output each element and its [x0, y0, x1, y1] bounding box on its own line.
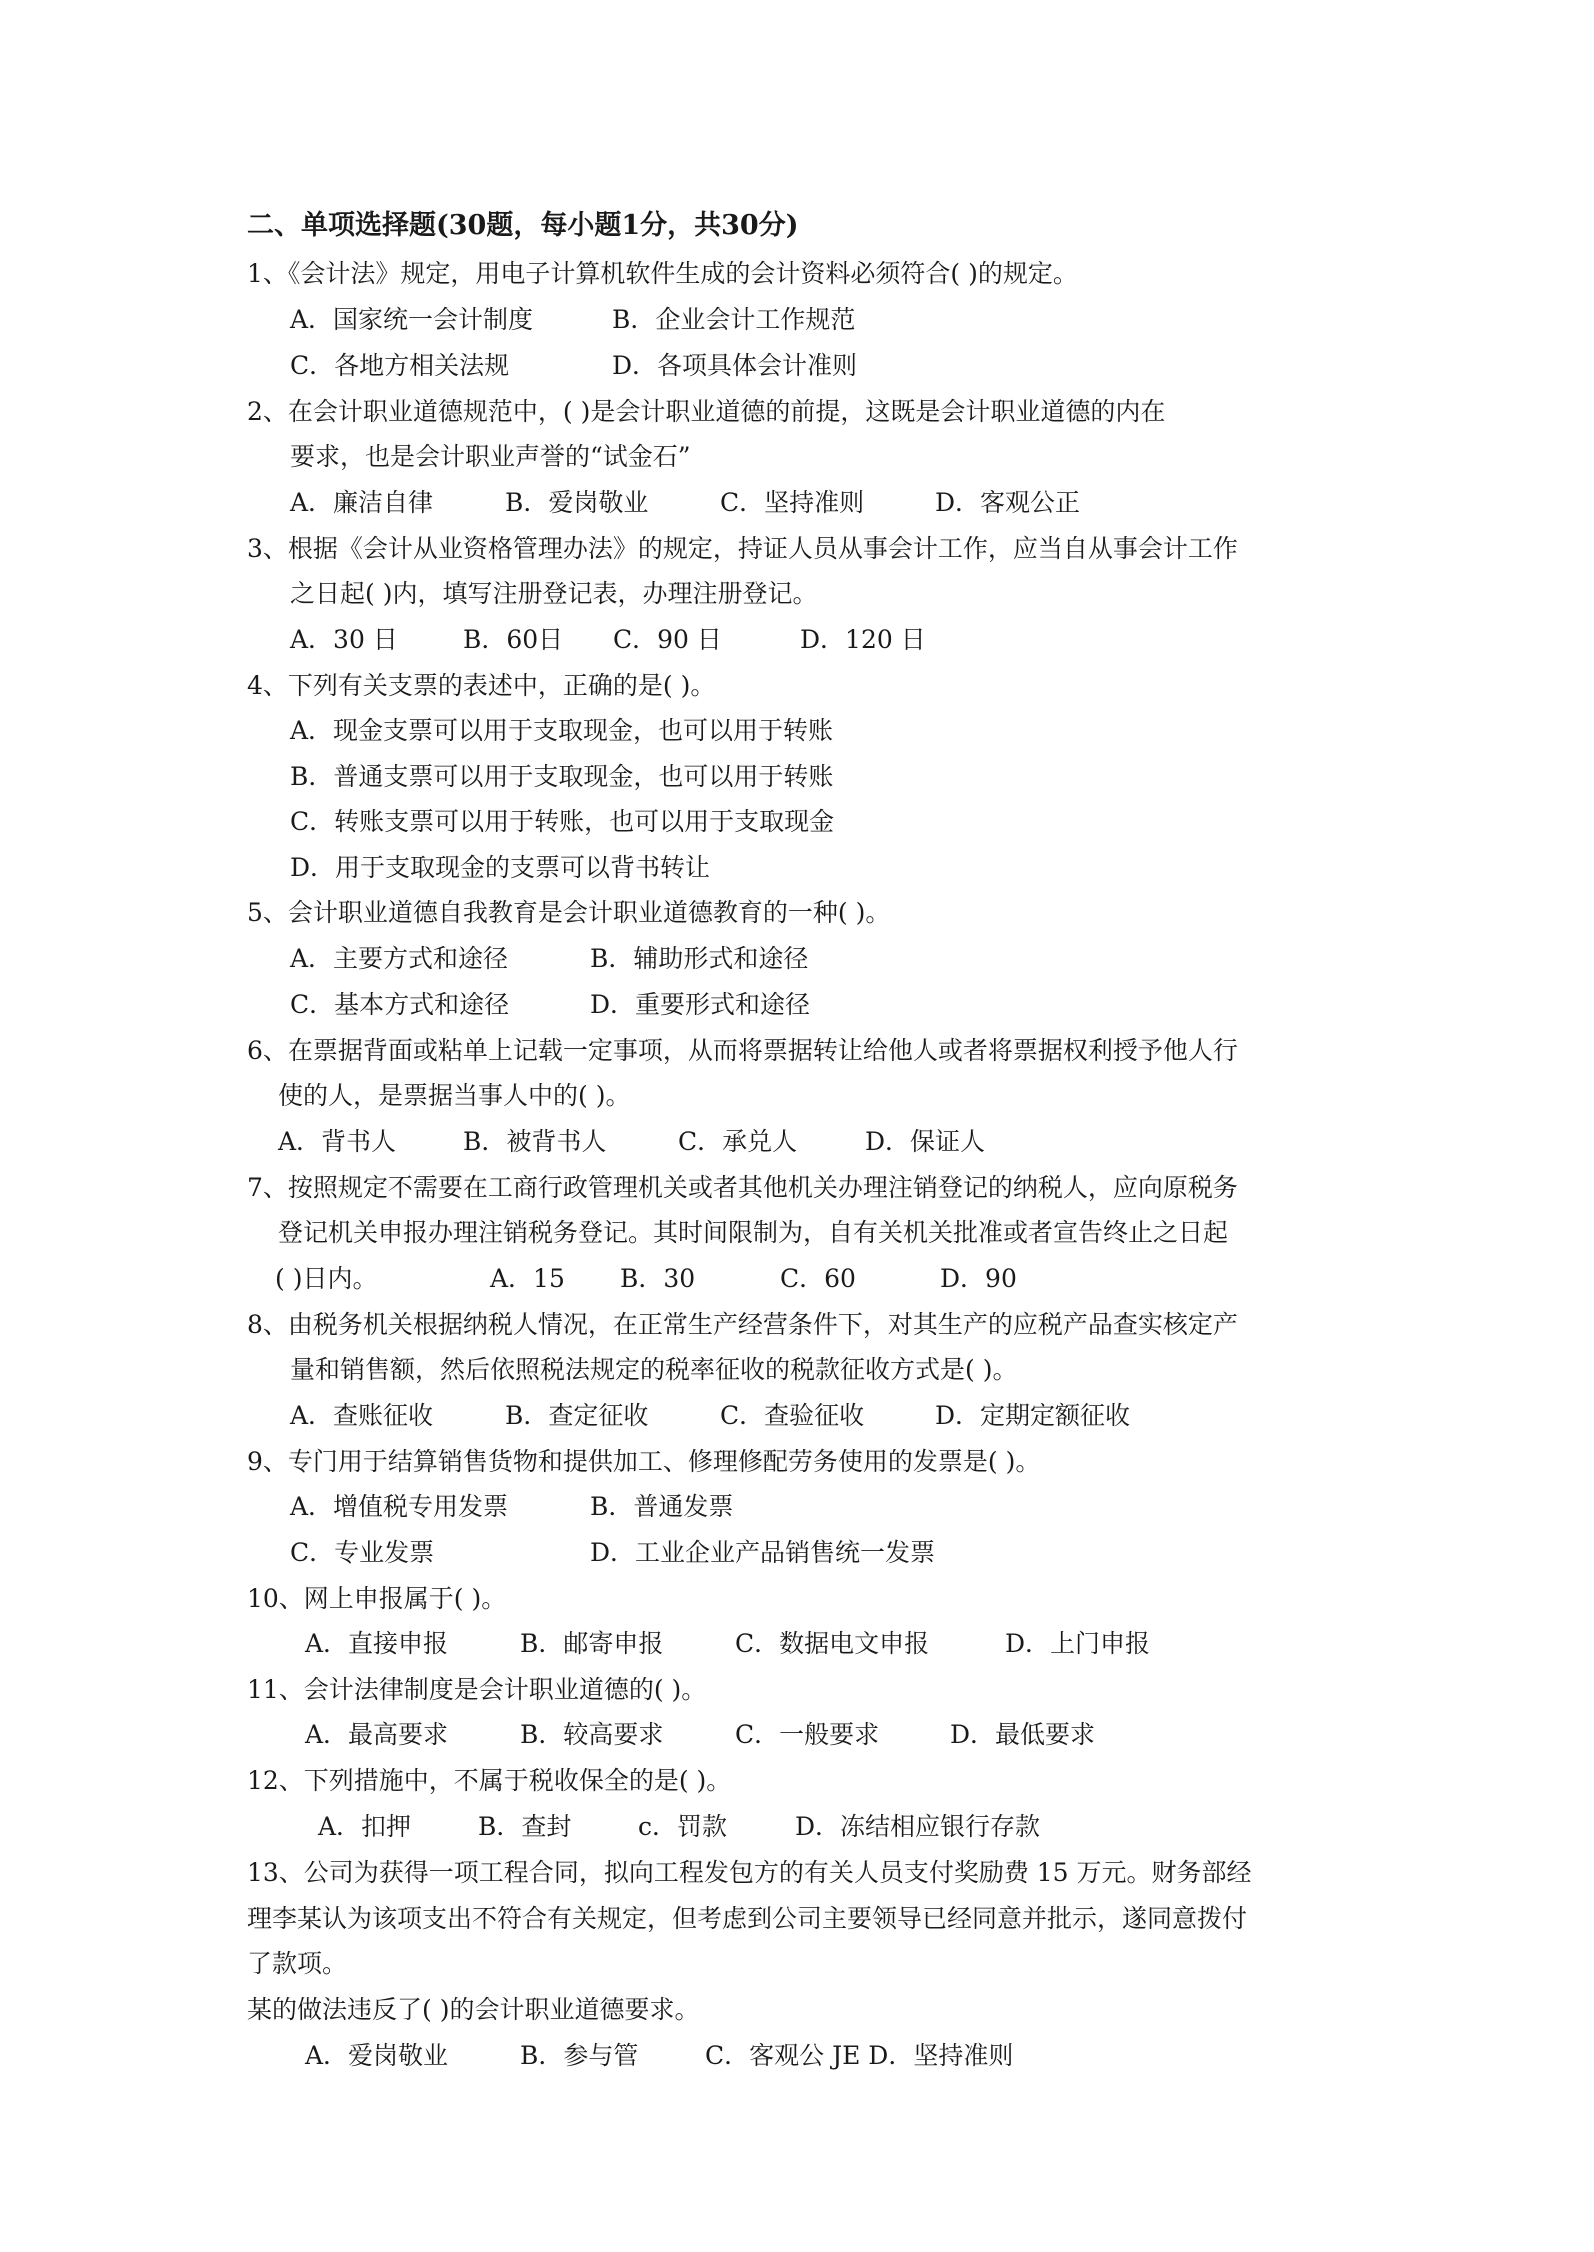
section-title: 二、单项选择题(30题，每小题1分，共30分): [247, 210, 799, 241]
question-5-stem: 5、会计职业道德自我教育是会计职业道德教育的一种( )。: [247, 898, 891, 927]
question-8-stem-line2: 量和销售额，然后依照税法规定的税率征收的税款征收方式是( )。: [290, 1355, 1018, 1384]
question-7-stem-line3: ( )日内。: [275, 1264, 378, 1293]
question-9-option-c: C．专业发票: [290, 1538, 435, 1567]
question-9-stem: 9、专门用于结算销售货物和提供加工、修理修配劳务使用的发票是( )。: [247, 1447, 1041, 1476]
question-2-stem-line1: 2、在会计职业道德规范中，( )是会计职业道德的前提，这既是会计职业道德的内在: [247, 397, 1166, 426]
question-2-option-c: C．坚持准则: [720, 488, 865, 517]
question-8-stem-line1: 8、由税务机关根据纳税人情况，在正常生产经营条件下，对其生产的应税产品查实核定产: [247, 1310, 1238, 1339]
question-8-option-b: B．查定征收: [505, 1401, 649, 1430]
question-10-option-c: C．数据电文申报: [735, 1629, 930, 1658]
question-11-option-d: D．最低要求: [950, 1720, 1096, 1749]
question-13-option-a: A．爱岗敬业: [305, 2041, 449, 2070]
question-13-stem-line4: 某的做法违反了( )的会计职业道德要求。: [247, 1995, 700, 2024]
question-11-option-b: B．较高要求: [520, 1720, 664, 1749]
question-6-option-c: C．承兑人: [678, 1127, 798, 1156]
question-5-option-c: C．基本方式和途径: [290, 990, 510, 1019]
question-7-option-a: A．15: [490, 1264, 565, 1293]
question-9-option-a: A．增值税专用发票: [290, 1492, 509, 1521]
question-1-option-b: B．企业会计工作规范: [612, 305, 856, 334]
question-2-option-d: D．客观公正: [935, 488, 1081, 517]
question-6-option-d: D．保证人: [865, 1127, 986, 1156]
question-13-option-cd: C．客观公 JE D．坚持准则: [705, 2041, 1014, 2070]
question-2-option-b: B．爱岗敬业: [505, 488, 649, 517]
question-8-option-c: C．查验征收: [720, 1401, 865, 1430]
question-7-option-c: C．60: [780, 1264, 856, 1293]
question-3-option-c: C．90 日: [613, 625, 722, 654]
question-13-option-b: B．参与管: [520, 2041, 639, 2070]
question-3-stem-line2: 之日起( )内，填写注册登记表，办理注册登记。: [290, 579, 818, 608]
question-12-option-c: c．罚款: [638, 1812, 728, 1841]
question-5-option-a: A．主要方式和途径: [290, 944, 509, 973]
question-11-stem: 11、会计法律制度是会计职业道德的( )。: [247, 1675, 707, 1704]
question-7-option-d: D．90: [940, 1264, 1017, 1293]
question-13-stem-line2: 理李某认为该项支出不符合有关规定，但考虑到公司主要领导已经同意并批示，遂同意拨付: [247, 1904, 1248, 1933]
question-10-stem: 10、网上申报属于( )。: [247, 1584, 507, 1613]
question-7-stem-line1: 7、按照规定不需要在工商行政管理机关或者其他机关办理注销登记的纳税人，应向原税务: [247, 1173, 1238, 1202]
question-12-option-b: B．查封: [478, 1812, 572, 1841]
question-10-option-d: D．上门申报: [1005, 1629, 1151, 1658]
question-13-stem-line3: 了款项。: [247, 1949, 348, 1978]
question-6-stem-line1: 6、在票据背面或粘单上记载一定事项，从而将票据转让给他人或者将票据权利授予他人行: [247, 1036, 1238, 1065]
question-4-stem: 4、下列有关支票的表述中，正确的是( )。: [247, 671, 716, 700]
question-12-option-a: A．扣押: [318, 1812, 412, 1841]
question-10-option-b: B．邮寄申报: [520, 1629, 664, 1658]
question-7-stem-line2: 登记机关申报办理注销税务登记。其时间限制为，自有关机关批准或者宣告终止之日起: [278, 1218, 1229, 1247]
question-8-option-d: D．定期定额征收: [935, 1401, 1131, 1430]
question-12-stem: 12、下列措施中，不属于税收保全的是( )。: [247, 1766, 732, 1795]
question-11-option-a: A．最高要求: [305, 1720, 449, 1749]
question-11-option-c: C．一般要求: [735, 1720, 880, 1749]
question-6-option-a: A．背书人: [278, 1127, 397, 1156]
question-3-option-d: D．120 日: [800, 625, 926, 654]
question-4-option-c: C．转账支票可以用于转账，也可以用于支取现金: [290, 807, 835, 836]
question-8-option-a: A．查账征收: [290, 1401, 434, 1430]
question-5-option-d: D．重要形式和途径: [590, 990, 811, 1019]
question-7-option-b: B．30: [620, 1264, 696, 1293]
question-10-option-a: A．直接申报: [305, 1629, 449, 1658]
question-13-stem-line1: 13、公司为获得一项工程合同，拟向工程发包方的有关人员支付奖励费 15 万元。财务部经: [247, 1858, 1252, 1887]
question-3-option-a: A．30 日: [290, 625, 398, 654]
question-1-stem: 1、《会计法》规定，用电子计算机软件生成的会计资料必须符合( )的规定。: [247, 259, 1078, 288]
question-3-stem-line1: 3、根据《会计从业资格管理办法》的规定，持证人员从事会计工作，应当自从事会计工作: [247, 534, 1238, 563]
question-9-option-d: D．工业企业产品销售统一发票: [590, 1538, 936, 1567]
question-9-option-b: B．普通发票: [590, 1492, 734, 1521]
question-4-option-d: D．用于支取现金的支票可以背书转让: [290, 853, 711, 882]
question-1-option-d: D．各项具体会计准则: [612, 351, 858, 380]
question-5-option-b: B．辅助形式和途径: [590, 944, 809, 973]
question-1-option-a: A．国家统一会计制度: [290, 305, 534, 334]
question-12-option-d: D．冻结相应银行存款: [795, 1812, 1041, 1841]
question-4-option-a: A．现金支票可以用于支取现金，也可以用于转账: [290, 716, 834, 745]
question-1-option-c: C．各地方相关法规: [290, 351, 510, 380]
question-2-option-a: A．廉洁自律: [290, 488, 434, 517]
question-6-option-b: B．被背书人: [463, 1127, 607, 1156]
question-4-option-b: B．普通支票可以用于支取现金，也可以用于转账: [290, 762, 834, 791]
question-2-stem-line2: 要求，也是会计职业声誉的“试金石”: [290, 442, 691, 471]
question-6-stem-line2: 使的人，是票据当事人中的( )。: [278, 1081, 631, 1110]
question-3-option-b: B．60日: [463, 625, 564, 654]
